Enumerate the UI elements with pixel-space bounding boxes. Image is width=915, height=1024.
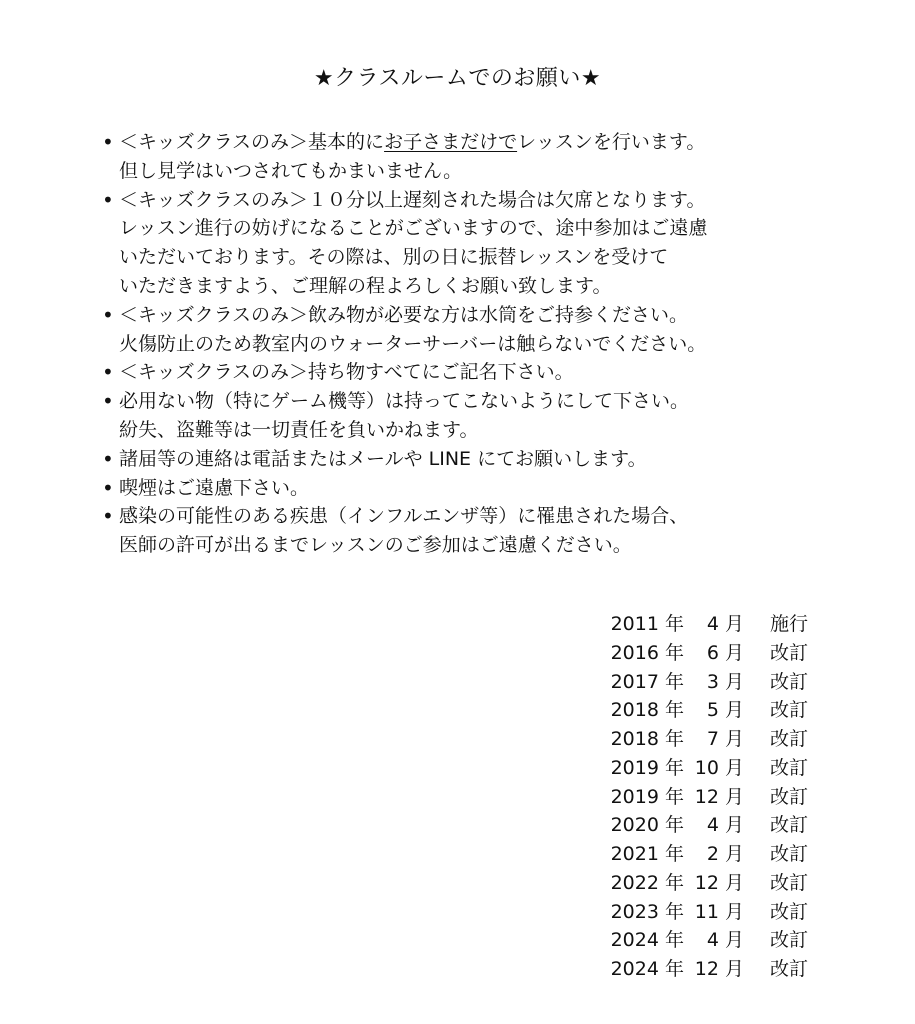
history-row	[596, 610, 826, 639]
history-month: 10 月	[694, 756, 744, 779]
rule-line: いただいております。その際は、別の日に振替レッスンを受けて	[119, 246, 669, 269]
history-year: 2024 年	[610, 958, 684, 980]
rule-item-3	[98, 301, 858, 359]
history-row	[596, 840, 826, 869]
rule-item-4	[98, 358, 858, 387]
history-action: 改訂	[770, 699, 809, 722]
history-row	[596, 754, 826, 783]
rules-list	[98, 128, 858, 560]
bullet-icon: •	[102, 475, 114, 500]
history-year: 2019 年	[610, 785, 684, 808]
history-month: 2 月	[706, 843, 744, 865]
history-row	[596, 725, 826, 754]
history-row	[596, 783, 826, 812]
rule-text-after: レッスンを行います。	[517, 131, 706, 153]
history-action: 改訂	[770, 641, 809, 664]
history-action: 改訂	[770, 871, 809, 894]
history-action: 改訂	[770, 843, 809, 865]
rule-line	[119, 128, 858, 157]
history-month: 3 月	[706, 670, 744, 693]
history-row	[596, 869, 826, 898]
history-month: 12 月	[694, 785, 744, 808]
history-action: 改訂	[770, 814, 809, 837]
bullet-icon: •	[102, 187, 114, 212]
rule-line: レッスン進行の妨げになることがございますので、途中参加はご遠慮	[119, 217, 708, 240]
page-title: ★クラスルームでのお願い★	[313, 66, 602, 91]
history-month: 4 月	[706, 929, 744, 952]
rule-item-2	[98, 186, 858, 301]
history-year: 2023 年	[610, 900, 684, 923]
history-month: 11 月	[694, 900, 744, 923]
rule-line: ＜キッズクラスのみ＞１０分以上遅刻された場合は欠席となります。	[119, 188, 706, 211]
history-action: 改訂	[770, 958, 809, 980]
rule-line: 火傷防止のため教室内のウォーターサーバーは触らないでください。	[119, 332, 707, 355]
history-year: 2021 年	[610, 843, 684, 865]
history-month: 7 月	[706, 728, 744, 750]
rule-item-8	[98, 502, 858, 560]
rule-line: 必用ない物（特にゲーム機等）は持ってこないようにして下さい。	[119, 390, 690, 413]
history-month: 12 月	[694, 958, 744, 980]
bullet-icon: •	[102, 389, 114, 414]
history-row	[596, 955, 826, 984]
history-action: 改訂	[770, 785, 809, 808]
history-action: 改訂	[770, 900, 809, 923]
bullet-icon: •	[102, 130, 114, 154]
rule-line: 諸届等の連絡は電話またはメールや LINE にてお願いします。	[119, 447, 647, 470]
history-month: 5 月	[706, 699, 744, 722]
history-row	[596, 898, 826, 927]
history-action: 改訂	[770, 670, 809, 693]
history-row	[596, 668, 826, 697]
rule-item-7	[98, 474, 858, 503]
rule-text-before: ＜キッズクラスのみ＞基本的に	[119, 131, 385, 153]
history-year: 2022 年	[610, 871, 684, 894]
history-row	[596, 811, 826, 840]
rule-line: ＜キッズクラスのみ＞持ち物すべてにご記名下さい。	[119, 361, 574, 384]
history-month: 4 月	[706, 613, 744, 635]
rule-item-1	[98, 128, 858, 186]
history-action: 施行	[770, 613, 809, 635]
underlined-text: お子さまだけで	[384, 131, 518, 153]
bullet-icon: •	[102, 504, 114, 529]
rule-line: いただきますよう、ご理解の程よろしくお願い致します。	[119, 274, 612, 297]
history-year: 2018 年	[610, 728, 684, 750]
rule-line: 医師の許可が出るまでレッスンのご参加はご遠慮ください。	[119, 534, 632, 557]
history-row	[596, 926, 826, 955]
history-action: 改訂	[770, 728, 809, 750]
rule-line: 感染の可能性のある疾患（インフルエンザ等）に罹患された場合、	[119, 505, 689, 528]
history-year: 2024 年	[610, 929, 684, 952]
history-month: 6 月	[706, 641, 744, 664]
bullet-icon: •	[102, 302, 114, 327]
rule-item-5	[98, 387, 858, 445]
history-month: 12 月	[694, 871, 744, 894]
bullet-icon: •	[102, 446, 114, 471]
history-year: 2017 年	[610, 670, 684, 693]
history-row	[596, 696, 826, 725]
rule-line: 紛失、盗難等は一切責任を負いかねます。	[119, 418, 479, 441]
rule-item-6	[98, 445, 858, 474]
history-month: 4 月	[706, 814, 744, 837]
history-action: 改訂	[770, 756, 809, 779]
bullet-icon: •	[102, 360, 114, 385]
history-row	[596, 639, 826, 668]
rule-line: 但し見学はいつされてもかまいません。	[119, 159, 463, 182]
history-year: 2016 年	[610, 641, 684, 664]
history-year: 2011 年	[610, 613, 684, 635]
history-year: 2020 年	[610, 814, 684, 837]
history-action: 改訂	[770, 929, 809, 952]
history-year: 2019 年	[610, 756, 684, 779]
rule-line: 喫煙はご遠慮下さい。	[119, 476, 310, 499]
revision-history	[596, 610, 826, 984]
history-year: 2018 年	[610, 699, 684, 722]
rule-line: ＜キッズクラスのみ＞飲み物が必要な方は水筒をご持参ください。	[119, 303, 689, 326]
